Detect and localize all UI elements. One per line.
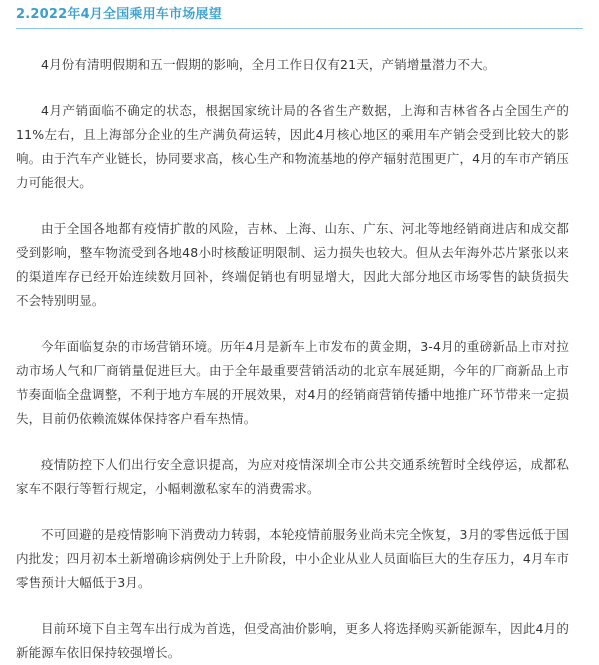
heading-divider bbox=[16, 28, 583, 29]
paragraph-travel-safety: 疫情防控下人们出行安全意识提高，为应对疫情深圳全市公共交通系统暂时全线停运，成都私家车不限行等暂行规定，小幅刺激私家车的消费需求。 bbox=[16, 457, 569, 496]
paragraph-consumption-weakening: 不可回避的是疫情影响下消费动力转弱，本轮疫情前服务业尚未完全恢复，3月的零售远低于国内批发；四月初本土新增确诊病例处于上升阶段，中小企业从业人员面临巨大的生存压力，4月车市零售预计大幅低于3月。 bbox=[16, 527, 569, 590]
section-heading: 2.2022年4月全国乘用车市场展望 bbox=[16, 7, 222, 22]
paragraph-production-uncertainty: 4月产销面临不确定的状态，根据国家统计局的各省生产数据，上海和吉林省各占全国生产的11%左右，且上海部分企业的生产满负荷运转，因此4月核心地区的乘用车产销会受到比较大的影响。由于汽车产业链长，协同要求高，核心生产和物流基地的停产辐射范围更广，4月的车市产销压力可能很大。 bbox=[16, 103, 569, 190]
paragraph-new-energy: 目前环境下自主驾车出行成为首选，但受高油价影响，更多人将选择购买新能源车，因此4月的新能源车依旧保持较强增长。 bbox=[16, 621, 569, 660]
article-body bbox=[16, 53, 583, 665]
paragraph-epidemic-dealers: 由于全国各地都有疫情扩散的风险，吉林、上海、山东、广东、河北等地经销商进店和成交都受到影响，整车物流受到各地48小时核酸证明限制、运力损失也较大。但从去年海外芯片紧张以来的渠道库存已经开始连续数月回补，终端促销也有明显增大，因此大部分地区市场零售的缺货损失不会特别明显。 bbox=[16, 221, 569, 308]
paragraph-marketing-environment: 今年面临复杂的市场营销环境。历年4月是新车上市发布的黄金期，3-4月的重磅新品上市对拉动市场人气和厂商销量促进巨大。由于全年最重要营销活动的北京车展延期，今年的厂商新品上市节奏面临全盘调整，不利于地方车展的开展效果，对4月的经销商营销传播中地推广环节带来一定损失，目前仍依赖流媒体保持客户看车热情。 bbox=[16, 339, 569, 426]
paragraph-workdays: 4月份有清明假期和五一假期的影响，全月工作日仅有21天，产销增量潜力不大。 bbox=[41, 57, 496, 72]
